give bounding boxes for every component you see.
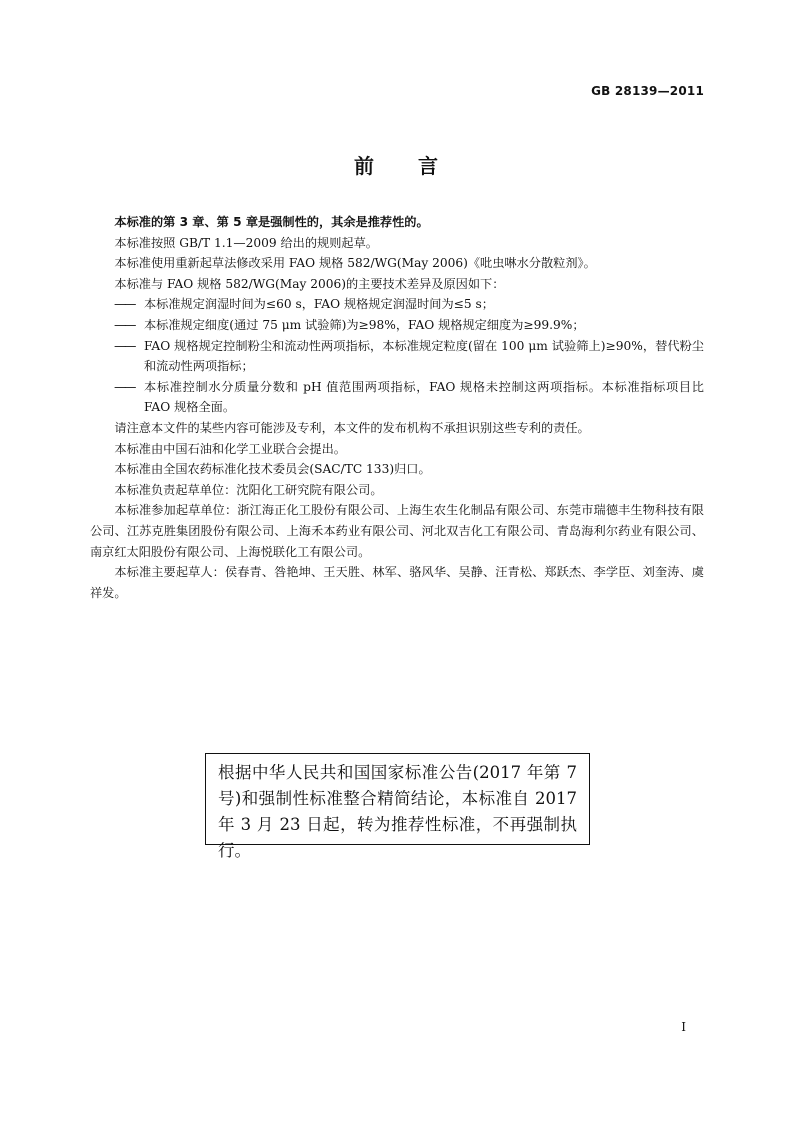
- paragraph-mandatory-clauses: 本标准的第 3 章、第 5 章是强制性的，其余是推荐性的。: [114, 215, 429, 229]
- difference-item: [90, 377, 704, 418]
- difference-text: 本标准规定细度(通过 75 μm 试验筛)为≥98%，FAO 规格规定细度为≥99.9%；: [144, 317, 585, 332]
- page-title: [0, 150, 794, 179]
- difference-item: [90, 315, 704, 336]
- paragraph-adoption-method: 本标准使用重新起草法修改采用 FAO 规格 582/WG(May 2006)《吡虫啉水分散粒剂》。: [114, 256, 596, 271]
- dash-mark: ——: [114, 338, 135, 353]
- paragraph-differences-intro: 本标准与 FAO 规格 582/WG(May 2006)的主要技术差异及原因如下：: [114, 276, 505, 291]
- paragraph-participating-drafters: 本标准参加起草单位：浙江海正化工股份有限公司、上海生农生化制品有限公司、东莞市瑞德丰生物科技有限公司、江苏克胜集团股份有限公司、上海禾本药业有限公司、河北双吉化工有限公司、青岛海利尔药业有限公司、南京红太阳股份有限公司、上海悦联化工有限公司。: [90, 503, 704, 559]
- difference-item: [90, 294, 704, 315]
- dash-mark: ——: [114, 379, 135, 394]
- dash-mark: ——: [114, 317, 135, 332]
- difference-text: 本标准控制水分质量分数和 pH 值范围两项指标，FAO 规格未控制这两项指标。本标准指标项目比 FAO 规格全面。: [144, 379, 704, 415]
- foreword-body: [90, 212, 704, 603]
- dash-mark: ——: [114, 297, 135, 312]
- paragraph-drafting-rules: 本标准按照 GB/T 1.1—2009 给出的规则起草。: [114, 235, 378, 250]
- title-char-1: 前: [354, 154, 376, 178]
- standard-number: GB 28139—2011: [591, 84, 704, 98]
- paragraph-main-drafters: 本标准主要起草人：侯春青、咎艳坤、王天胜、林军、骆风华、吴静、汪青松、郑跃杰、李学臣、刘奎涛、虞祥发。: [90, 565, 704, 600]
- paragraph-patent-notice: 请注意本文件的某些内容可能涉及专利，本文件的发布机构不承担识别这些专利的责任。: [114, 420, 590, 435]
- status-change-notice-box: [205, 753, 590, 860]
- title-char-2: 言: [418, 154, 440, 178]
- paragraph-lead-drafter: 本标准负责起草单位：沈阳化工研究院有限公司。: [114, 482, 383, 497]
- difference-item: [90, 336, 704, 377]
- difference-text: 本标准规定润湿时间为≤60 s，FAO 规格规定润湿时间为≤5 s；: [144, 297, 494, 312]
- difference-text: FAO 规格规定控制粉尘和流动性两项指标，本标准规定粒度(留在 100 μm 试验筛上)≥90%，替代粉尘和流动性两项指标；: [144, 338, 704, 374]
- paragraph-technical-committee: 本标准由全国农药标准化技术委员会(SAC/TC 133)归口。: [114, 462, 431, 477]
- paragraph-proposer: 本标准由中国石油和化学工业联合会提出。: [114, 441, 346, 456]
- page-number: I: [681, 1020, 686, 1034]
- notice-text: 根据中华人民共和国国家标准公告(2017 年第 7 号)和强制性标准整合精简结论，本标准自 2017 年 3 月 23 日起，转为推荐性标准，不再强制执行。: [218, 763, 577, 860]
